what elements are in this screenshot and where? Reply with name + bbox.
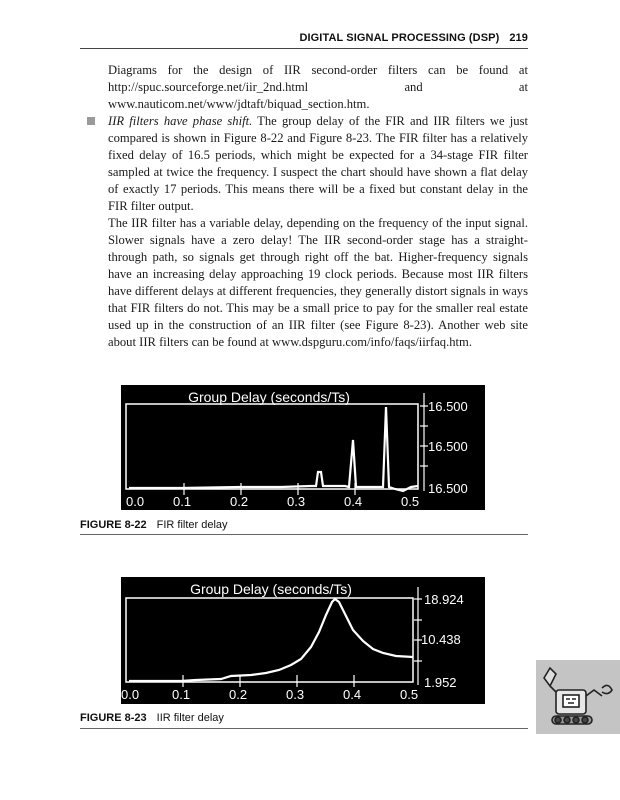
fig1-x-label-1: 0.1 (173, 494, 192, 509)
fig1-x-label-5: 0.5 (401, 494, 420, 509)
figure-8-22-caption (80, 519, 528, 531)
fig2-y-label-bottom: 1.952 (424, 675, 457, 690)
fig1-y-label-bottom: 16.500 (428, 481, 468, 496)
fig2-y-label-top: 18.924 (424, 592, 464, 607)
caption-rule-1 (80, 534, 528, 535)
fig2-x-label-5: 0.5 (400, 687, 419, 702)
header-rule (80, 48, 528, 49)
fig1-x-label-3: 0.3 (287, 494, 306, 509)
bullet-square-icon (87, 117, 95, 125)
fig2-x-label-4: 0.4 (343, 687, 362, 702)
figure-8-23-text: IIR filter delay (156, 712, 224, 724)
header-title: DIGITAL SIGNAL PROCESSING (DSP) (299, 32, 500, 44)
figure-8-22-label: FIGURE 8-22 (80, 519, 147, 531)
bullet-lead: IIR filters have phase shift. (108, 114, 253, 128)
fig1-x-label-0: 0.0 (126, 494, 145, 509)
figure-8-22-text: FIR filter delay (156, 519, 228, 531)
figure-fir-group-delay (121, 385, 485, 510)
fig2-x-label-1: 0.1 (172, 687, 191, 702)
robot-margin-icon (536, 660, 620, 734)
figure-8-23-caption (80, 712, 528, 724)
fig1-title: Group Delay (seconds/Ts) (188, 389, 350, 405)
body-text (108, 62, 528, 351)
fig1-y-label-top: 16.500 (428, 399, 468, 414)
figure-iir-group-delay (121, 577, 485, 704)
fig2-title: Group Delay (seconds/Ts) (190, 581, 352, 597)
paragraph-2: The IIR filter has a variable delay, depending on the frequency of the input signal. Slower signals have a zero delay! The IIR second-order stage has a straight-through path, so signals get through right off the bat. Higher-frequency signals have an increasing delay approaching 19 clock periods. Because most IIR filters have different delays at different frequencies, they generally distort signals in ways that FIR filters do not. This may be a small price to pay for the smaller real estate used up in the construction of an IIR filter (see Figure 8-23). Another web site about IIR filters can be found at www.dspguru.com/info/faqs/iirfaq.htm. (108, 216, 528, 349)
fig2-x-label-3: 0.3 (286, 687, 305, 702)
fig1-y-label-mid: 16.500 (428, 439, 468, 454)
figure-8-23-label: FIGURE 8-23 (80, 712, 147, 724)
fig2-x-label-2: 0.2 (229, 687, 248, 702)
fig2-y-label-mid: 10.438 (421, 632, 461, 647)
page-number: 219 (509, 32, 528, 44)
bullet-text: The group delay of the FIR and IIR filters we just compared is shown in Figure 8-22 and Figure 8-23. The FIR filter has a relatively fixed delay of 16.5 periods, which might be expected for a 34-stage FIR filter sampled at twice the frequency. I suspect the chart should have shown a flat delay of exactly 17 periods. This means there will be a fixed but constant delay in the FIR filter output. (108, 114, 528, 213)
bullet-paragraph (108, 113, 528, 215)
fig1-x-label-2: 0.2 (230, 494, 249, 509)
fig2-x-label-0: 0.0 (121, 687, 140, 702)
paragraph-1: Diagrams for the design of IIR second-order filters can be found at http://spuc.sourceforge.net/iir_2nd.html and at www.nauticom.net/www/jdtaft/biquad_section.htm. (108, 63, 528, 111)
caption-rule-2 (80, 728, 528, 729)
fig1-x-label-4: 0.4 (344, 494, 363, 509)
running-header (80, 32, 528, 44)
